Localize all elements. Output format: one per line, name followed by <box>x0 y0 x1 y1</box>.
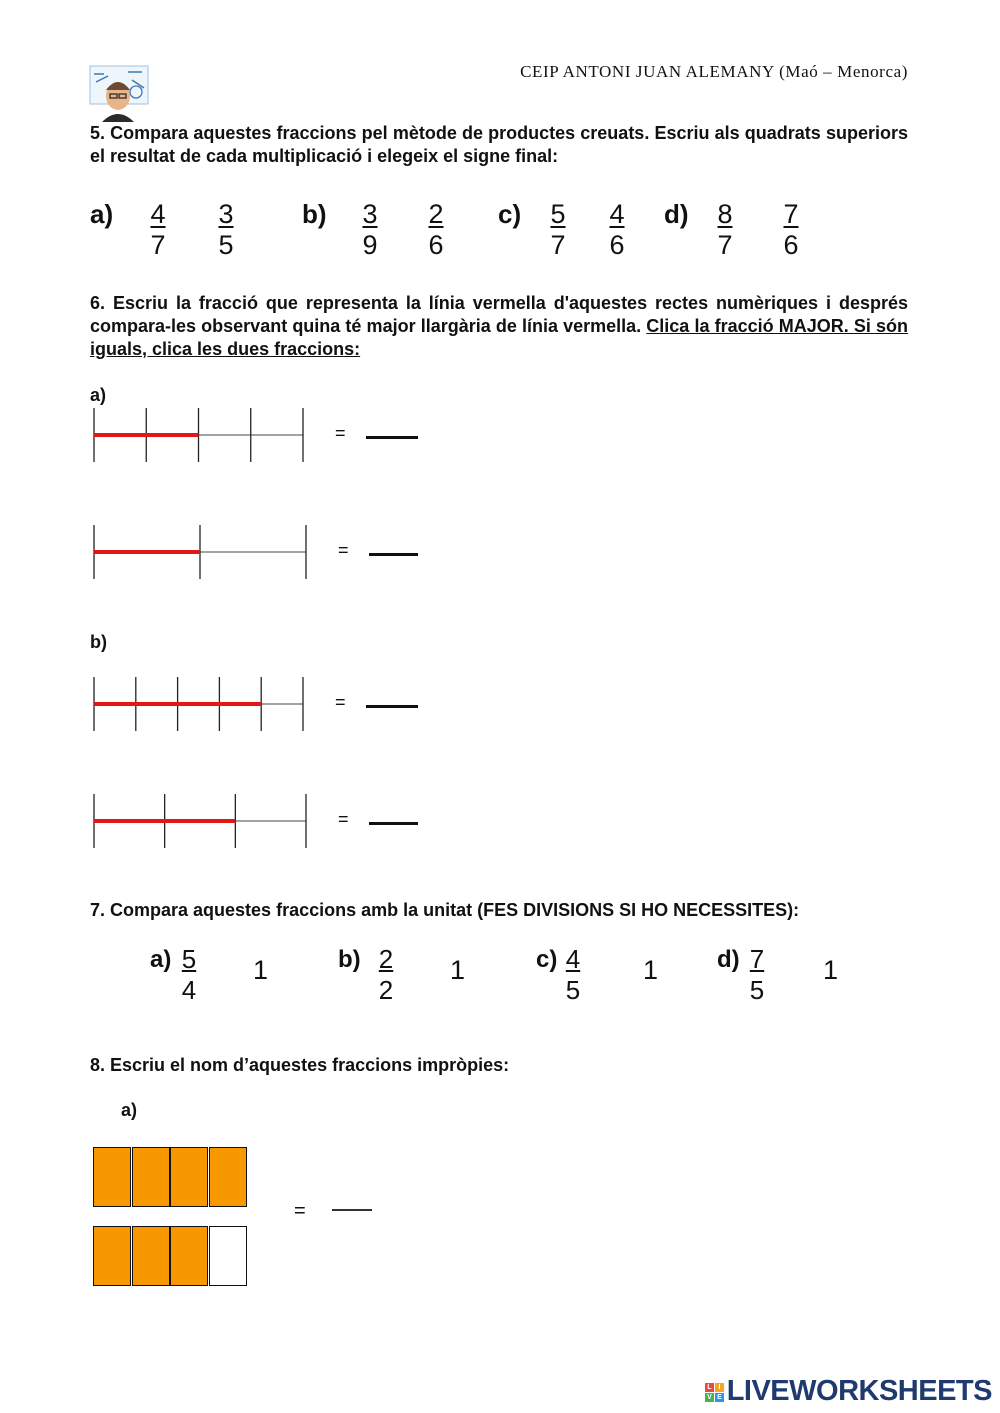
fraction-denominator[interactable]: 7 <box>150 230 166 260</box>
liveworksheets-logo <box>705 1375 992 1408</box>
section5-item-label: c) <box>498 199 522 229</box>
fraction-denominator[interactable]: 5 <box>218 230 234 260</box>
fraction-answer-blank[interactable] <box>366 705 418 708</box>
equals-sign: = <box>335 692 346 712</box>
section7-item-label: c) <box>536 946 558 973</box>
unit-value: 1 <box>643 955 659 985</box>
fraction-denominator[interactable]: 6 <box>783 230 799 260</box>
school-header: CEIP ANTONI JUAN ALEMANY (Maó – Menorca) <box>520 62 908 81</box>
equals-sign: = <box>335 423 346 443</box>
fraction-numerator[interactable]: 3 <box>218 199 234 229</box>
fraction-denominator[interactable]: 9 <box>362 230 378 260</box>
fraction-denominator[interactable]: 7 <box>717 230 733 260</box>
fraction-denominator: 4 <box>181 975 197 1005</box>
number-line <box>93 677 307 731</box>
filled-part <box>93 1226 131 1286</box>
fraction-numerator[interactable]: 3 <box>362 199 378 229</box>
fraction-denominator[interactable]: 6 <box>609 230 625 260</box>
empty-part <box>209 1226 247 1286</box>
section7-item-label: d) <box>717 946 740 973</box>
unit-value: 1 <box>253 955 269 985</box>
filled-part <box>209 1147 247 1207</box>
fraction-numerator[interactable]: 5 <box>550 199 566 229</box>
section5-item-label: a) <box>90 199 114 229</box>
teacher-avatar-logo <box>88 62 152 122</box>
fraction-denominator: 2 <box>378 975 394 1005</box>
fraction-numerator: 7 <box>749 944 765 974</box>
unit-value: 1 <box>450 955 466 985</box>
section6-label-a: a) <box>90 385 107 405</box>
section5-item-label: b) <box>302 199 327 229</box>
equals-sign: = <box>338 809 349 829</box>
fraction-denominator: 5 <box>565 975 581 1005</box>
fraction-answer-blank[interactable] <box>369 822 418 825</box>
fraction-numerator[interactable]: 2 <box>428 199 444 229</box>
fraction-numerator[interactable]: 8 <box>717 199 733 229</box>
unit-value: 1 <box>823 955 839 985</box>
fraction-numerator: 4 <box>565 944 581 974</box>
filled-part <box>170 1226 208 1286</box>
filled-part <box>132 1226 170 1286</box>
fraction-answer-blank[interactable] <box>366 436 418 439</box>
fraction-denominator: 5 <box>749 975 765 1005</box>
section8-label-a: a) <box>121 1100 138 1120</box>
section7-instruction: 7. Compara aquestes fraccions amb la unitat (FES DIVISIONS SI HO NECESSITES): <box>90 900 800 920</box>
filled-part <box>132 1147 170 1207</box>
section5-item-label: d) <box>664 199 689 229</box>
section6-instruction <box>90 292 908 361</box>
section6-instruction-underlined: Clica la fracció MAJOR. Si són iguals, clica les dues fraccions: <box>90 316 908 359</box>
fraction-denominator[interactable]: 6 <box>428 230 444 260</box>
fraction-numerator[interactable]: 4 <box>150 199 166 229</box>
fraction-numerator[interactable]: 4 <box>609 199 625 229</box>
filled-part <box>93 1147 131 1207</box>
section6-instruction-text: 6. Escriu la fracció que representa la línia vermella d'aquestes rectes numèriques i després compara-les observant quina té major llargària de línia vermella. <box>90 293 908 336</box>
section7-item-label: b) <box>338 946 361 973</box>
liveworksheets-logo-text: LIVEWORKSHEETS <box>726 1375 992 1407</box>
section6-label-b: b) <box>90 632 107 652</box>
equals-sign: = <box>338 540 349 560</box>
filled-part <box>170 1147 208 1207</box>
section5-instruction: 5. Compara aquestes fraccions pel mètode de productes creuats. Escriu als quadrats superiors el resultat de cada multiplicació i elegeix el signe final: <box>90 123 908 166</box>
section8-answer-blank[interactable] <box>332 1209 372 1211</box>
section7-item-label: a) <box>150 946 172 973</box>
fraction-answer-blank[interactable] <box>369 553 418 556</box>
fraction-numerator: 2 <box>378 944 394 974</box>
fraction-numerator[interactable]: 7 <box>783 199 799 229</box>
number-line <box>93 794 310 848</box>
liveworksheets-mark-icon: L I V E <box>705 1383 724 1402</box>
fraction-denominator[interactable]: 7 <box>550 230 566 260</box>
number-line <box>93 525 310 579</box>
number-line <box>93 408 307 462</box>
section8-equals-sign: = <box>294 1200 306 1222</box>
fraction-numerator: 5 <box>181 944 197 974</box>
section8-instruction: 8. Escriu el nom d’aquestes fraccions impròpies: <box>90 1055 510 1075</box>
